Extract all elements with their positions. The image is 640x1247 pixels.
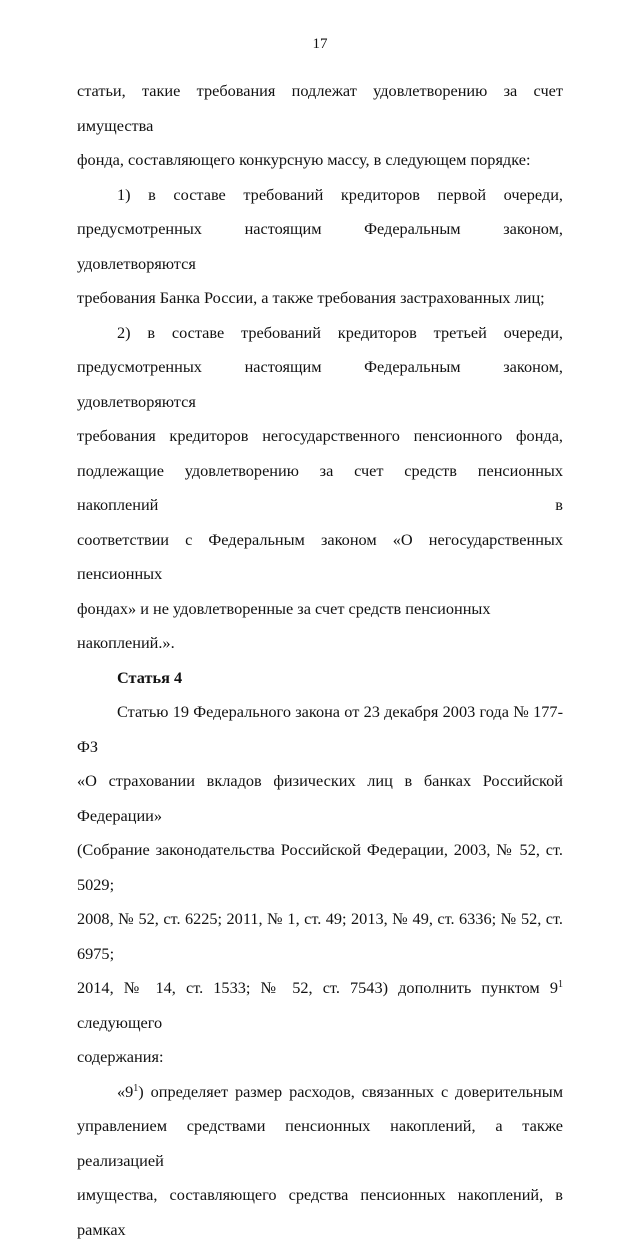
superscript: 1: [133, 1082, 139, 1094]
list-item-1-line: 1) в составе требований кредиторов первой очереди,: [117, 184, 563, 204]
superscript: 1: [558, 979, 563, 990]
article-line: «О страховании вкладов физических лиц в банках Российской Федерации»: [77, 771, 563, 825]
list-item-2-line: соответствии с Федеральным законом «О негосударственных пенсионных: [77, 529, 563, 583]
new-point-text: «9: [117, 1081, 134, 1101]
article-line-text: 2014, № 14, ст. 1533; № 52, ст. 7543) дополнить пунктом 9: [77, 978, 558, 997]
list-item-1-line: предусмотренных настоящим Федеральным законом, удовлетворяются: [77, 219, 563, 273]
article-line: 2008, № 52, ст. 6225; 2011, № 1, ст. 49; 2013, № 49, ст. 6336; № 52, ст. 6975;: [77, 909, 563, 963]
article-line-text: следующего: [77, 1012, 163, 1032]
list-item-2-line: подлежащие удовлетворению за счет средств пенсионных накоплений в: [77, 460, 563, 514]
text-line: статьи, такие требования подлежат удовлетворению за счет имущества: [77, 81, 563, 135]
list-item-2-line: 2) в составе требований кредиторов третьей очереди,: [117, 322, 563, 342]
new-point-line: имущества, составляющего средства пенсионных накоплений, в рамках: [77, 1185, 563, 1239]
list-item-2-line: требования кредиторов негосударственного пенсионного фонда,: [77, 426, 563, 445]
new-point-text: ) определяет размер расходов, связанных с доверительным: [138, 1081, 563, 1101]
list-item-2-line: фондах» и не удовлетворенные за счет средств пенсионных накоплений.».: [77, 598, 491, 652]
article-line: [77, 971, 563, 1040]
document-body: [77, 74, 563, 1247]
new-point-line: [77, 1075, 563, 1110]
page-number: 17: [312, 36, 328, 52]
article-line: (Собрание законодательства Российской Федерации, 2003, № 52, ст. 5029;: [77, 840, 563, 894]
article-line: Статью 19 Федерального закона от 23 декабря 2003 года № 177-ФЗ: [77, 702, 563, 756]
article-line: содержания:: [77, 1047, 164, 1066]
text-line: фонда, составляющего конкурсную массу, в следующем порядке:: [77, 150, 531, 169]
new-point-line: управлением средствами пенсионных накоплений, а также реализацией: [77, 1116, 563, 1170]
list-item-1-line: требования Банка России, а также требования застрахованных лиц;: [77, 288, 545, 307]
list-item-2-line: предусмотренных настоящим Федеральным законом, удовлетворяются: [77, 357, 563, 411]
article-heading: Статья 4: [117, 667, 183, 687]
